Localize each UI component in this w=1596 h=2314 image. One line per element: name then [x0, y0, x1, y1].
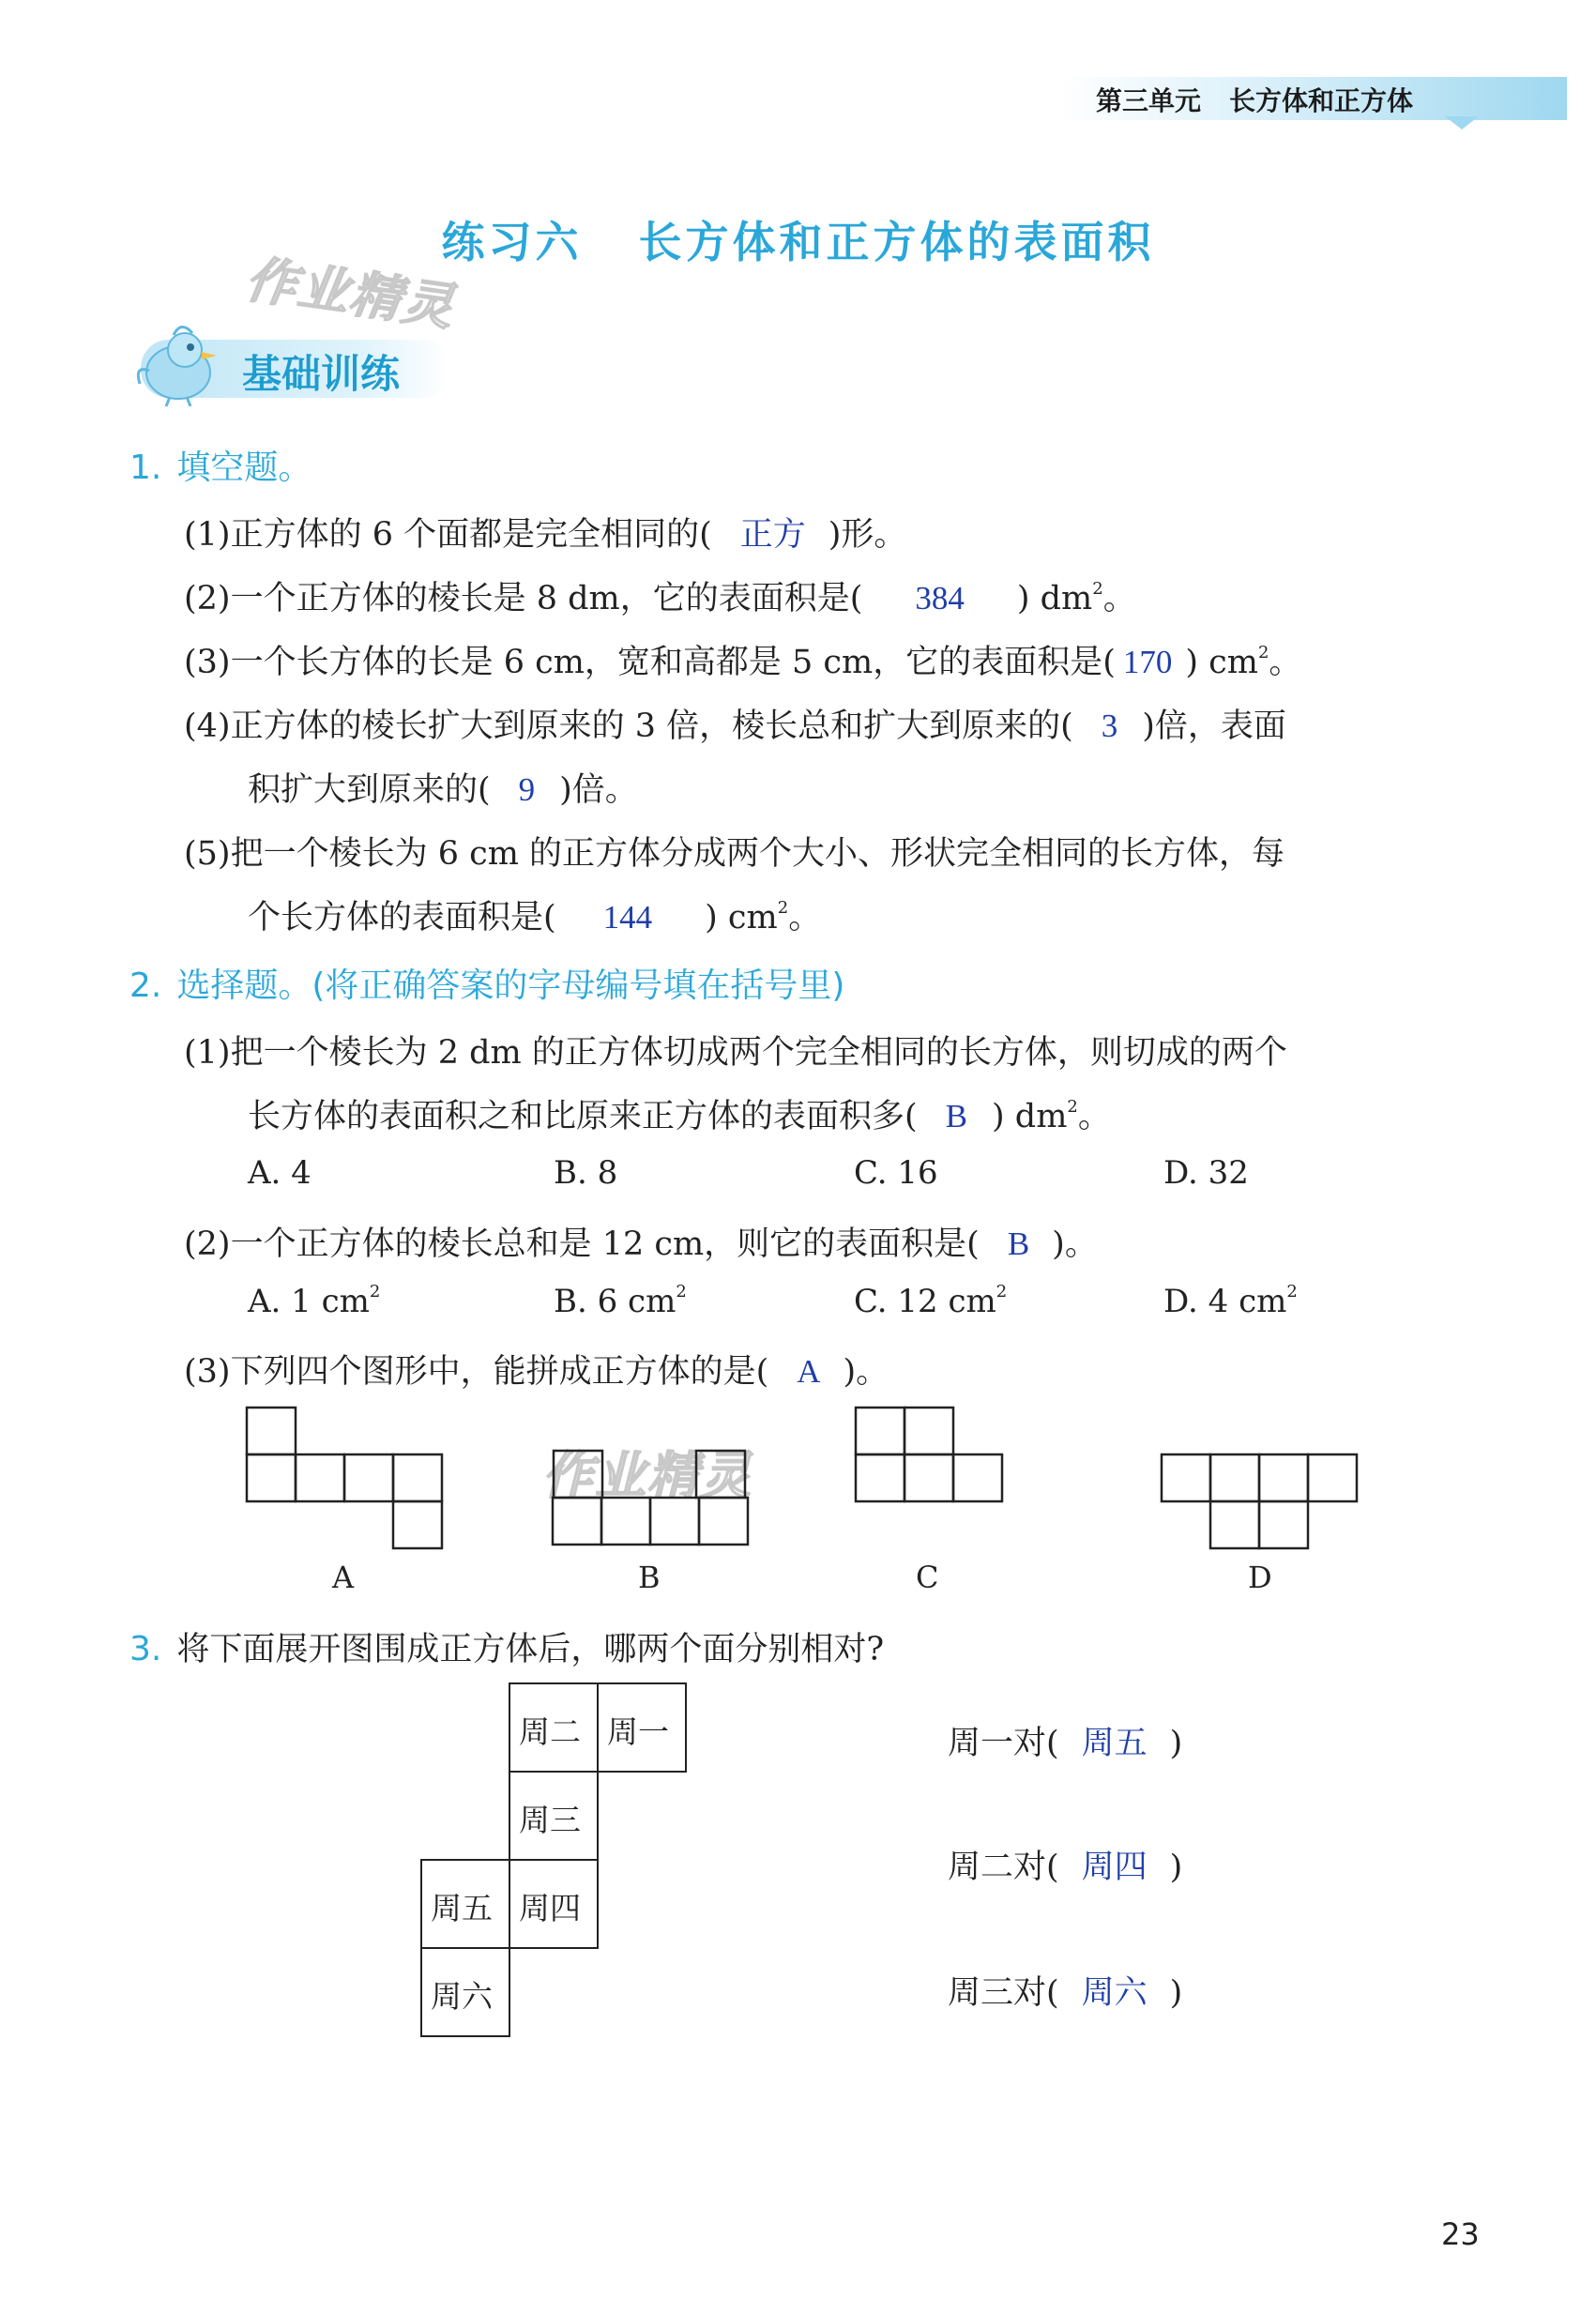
net-cell-thu: 周四: [519, 1890, 581, 1926]
superscript: 2: [996, 1282, 1008, 1302]
superscript: 2: [676, 1282, 687, 1302]
q1-item-5-cont-text: 个长方体的表面积是(: [248, 899, 556, 936]
q1-item-5-cont: [248, 891, 821, 938]
answer: B: [945, 1098, 968, 1134]
q3-pair-1: [948, 1717, 1182, 1764]
q3-heading-text: 将下面展开图围成正方体后，哪两个面分别相对?: [176, 1631, 885, 1668]
q2-item-3: [184, 1346, 889, 1393]
title-exercise: 练习六: [441, 217, 583, 267]
net-cell-tue: 周二: [519, 1713, 581, 1750]
option-c: C. 16: [854, 1154, 938, 1192]
q2-item-1-cont-text: 长方体的表面积之和比原来正方体的表面积多(: [248, 1098, 918, 1135]
watermark: 作业精灵: [542, 1446, 752, 1505]
title-topic: 长方体和正方体的表面积: [638, 217, 1155, 267]
q1-item-1: [184, 509, 906, 556]
q1-item-2-text: (2)一个正方体的棱长是 8 dm，它的表面积是(: [184, 580, 863, 617]
net-cell-wed: 周三: [519, 1802, 581, 1838]
answer: 周六: [1081, 1974, 1148, 2011]
q1-item-2-unit: ) dm: [1016, 580, 1093, 617]
option-text: C. 12 cm: [854, 1283, 996, 1320]
header-band-tip: [1445, 116, 1479, 129]
q1-item-5: [184, 828, 1284, 875]
option-text: D. 4 cm: [1163, 1283, 1287, 1320]
header-topic: 长方体和正方体: [1229, 85, 1414, 116]
watermark: 作业精灵: [242, 249, 459, 338]
pair-end: ): [1169, 1849, 1183, 1886]
cube-net-d: [1162, 1454, 1357, 1548]
answer: 384: [915, 580, 965, 617]
cube-net-c: [856, 1408, 1002, 1501]
option-b: [554, 1282, 687, 1320]
pair-end: ): [1169, 1725, 1183, 1762]
answer: B: [1007, 1226, 1030, 1262]
q1-item-5-unit: ) cm: [705, 899, 778, 936]
q1-item-5-text: (5)把一个棱长为 6 cm 的正方体分成两个大小、形状完全相同的长方体，每: [184, 835, 1285, 873]
q2-item-1: [184, 1027, 1287, 1073]
bird-mascot-icon: [127, 314, 230, 408]
option-c: [854, 1282, 1007, 1320]
q1-item-4-end: )倍，表面: [1142, 708, 1286, 745]
net-cell-mon: 周一: [607, 1713, 669, 1750]
q3-pair-3: [948, 1967, 1182, 2014]
pair-label: 周三对(: [948, 1974, 1059, 2012]
q1-item-1-text: (1)正方体的 6 个面都是完全相同的(: [184, 516, 712, 554]
q1-item-4-text: (4)正方体的棱长扩大到原来的 3 倍，棱长总和扩大到原来的(: [184, 708, 1073, 745]
answer: A: [797, 1353, 821, 1390]
q1-item-3: [184, 636, 1301, 683]
q1-item-4-cont-end: )倍。: [559, 771, 638, 809]
superscript: 2: [1092, 579, 1103, 599]
option-a: A. 4: [248, 1154, 312, 1192]
q2-item-1-end: 。: [1077, 1098, 1111, 1135]
section-title: 基础训练: [242, 351, 401, 397]
q2-item-3-text: (3)下列四个图形中，能拼成正方体的是(: [184, 1353, 769, 1391]
option-a: [248, 1282, 380, 1320]
net-cell-fri: 周五: [431, 1890, 493, 1926]
superscript: 2: [1067, 1097, 1078, 1117]
q1-item-4: [184, 700, 1286, 747]
header-unit: 第三单元: [1096, 85, 1202, 116]
q1-item-3-end: 。: [1269, 644, 1302, 681]
answer: 144: [602, 899, 653, 936]
q3-number: 3.: [129, 1630, 162, 1668]
q1-item-3-text: (3)一个长方体的长是 6 cm，宽和高都是 5 cm，它的表面积是(: [184, 644, 1116, 681]
q2-item-1-unit: ) dm: [992, 1098, 1068, 1135]
q1-item-3-unit: ) cm: [1185, 644, 1258, 681]
figure-label-d: D: [1248, 1560, 1272, 1595]
q1-heading-text: 填空题。: [176, 449, 312, 487]
q1-item-1-end: )形。: [828, 516, 907, 554]
q2-item-1-text: (1)把一个棱长为 2 dm 的正方体切成两个完全相同的长方体，则切成的两个: [184, 1034, 1287, 1072]
q1-number: 1.: [129, 449, 162, 487]
option-text: A. 1 cm: [248, 1283, 370, 1320]
pair-end: ): [1169, 1974, 1183, 2012]
q2-item-2: [184, 1218, 1098, 1265]
q1-item-4-cont: [248, 764, 638, 811]
answer: 周五: [1081, 1725, 1148, 1761]
option-d: D. 32: [1163, 1154, 1249, 1192]
q1-item-5-end: 。: [788, 899, 822, 936]
answer: 周四: [1081, 1849, 1148, 1885]
page-number: 23: [1441, 2216, 1480, 2252]
pair-label: 周二对(: [948, 1849, 1059, 1886]
figure-label-c: C: [916, 1560, 939, 1595]
figure-label-b: B: [638, 1560, 661, 1595]
cube-net-a: [247, 1408, 442, 1548]
q1-item-2: [184, 572, 1136, 619]
answer: 9: [518, 771, 536, 808]
option-text: B. 6 cm: [554, 1283, 676, 1320]
q2-item-2-text: (2)一个正方体的棱长总和是 12 cm，则它的表面积是(: [184, 1226, 980, 1263]
option-b: B. 8: [554, 1154, 618, 1192]
net-cell-sat: 周六: [431, 1978, 493, 2015]
superscript: 2: [369, 1282, 381, 1302]
q1-item-2-end: 。: [1102, 580, 1136, 617]
option-d: [1163, 1282, 1298, 1320]
answer: 170: [1122, 644, 1173, 680]
q2-number: 2.: [129, 967, 162, 1005]
q3-pair-2: [948, 1841, 1182, 1888]
q2-item-3-end: )。: [843, 1353, 889, 1391]
superscript: 2: [1286, 1282, 1298, 1302]
pair-label: 周一对(: [948, 1725, 1059, 1762]
q2-item-1-cont: [248, 1090, 1111, 1137]
superscript: 2: [777, 898, 789, 918]
answer: 正方: [739, 516, 806, 553]
running-header: [1096, 81, 1441, 118]
q1-item-4-cont-text: 积扩大到原来的(: [248, 771, 491, 809]
q1-heading: [129, 441, 312, 489]
q2-heading: [129, 959, 844, 1007]
q3-heading: [129, 1623, 884, 1670]
figure-label-a: A: [332, 1560, 355, 1595]
superscript: 2: [1257, 643, 1269, 662]
page-title: [0, 208, 1596, 270]
q2-item-2-end: )。: [1052, 1226, 1098, 1263]
q2-heading-text: 选择题。(将正确答案的字母编号填在括号里): [176, 967, 845, 1005]
answer: 3: [1101, 708, 1118, 744]
